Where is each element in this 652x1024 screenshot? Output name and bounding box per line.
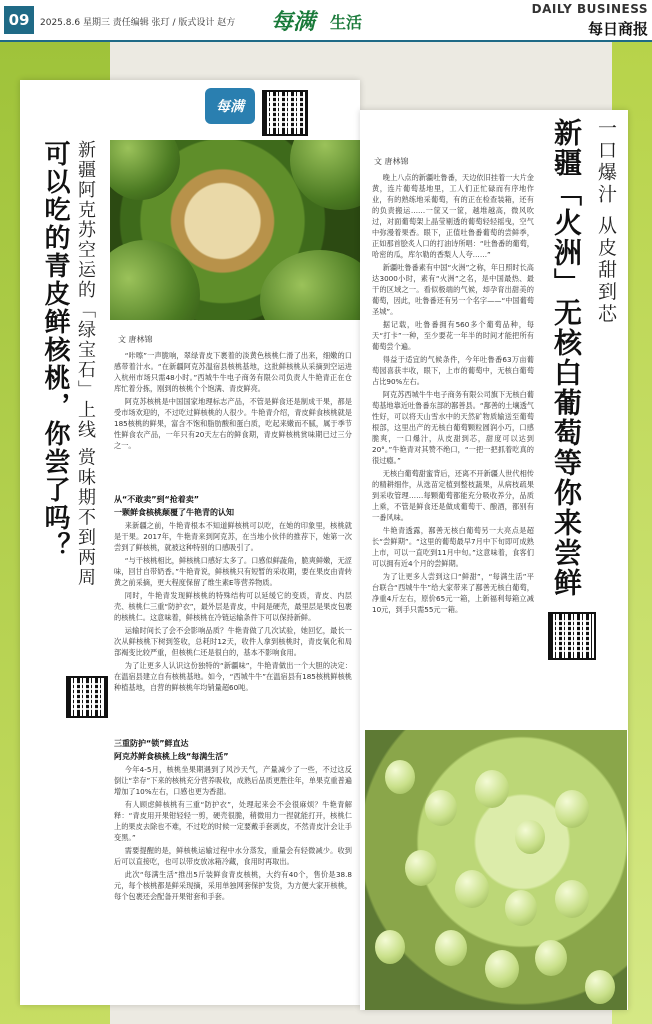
paragraph: 晚上八点的新疆吐鲁番，天边依旧挂着一大片金黄，连片葡萄基地里，工人们正忙碌而有序地作业，有的熟练地采葡萄，有的正在检查装箱，还有的负责搬运……一筐又一筐，越堆越高，微风吹过，对面葡萄架上晶莹剔透的葡萄轻轻摇曳，空气中弥漫着果香。眼下，正值吐鲁番葡萄的尝鲜季，正如那首脍炙人口的打油诗所唱：“吐鲁番的葡萄，哈密的瓜，库尔勒的香梨人人夸……” — [372, 173, 534, 259]
paragraph: 牛艳青透露，鄯善无核白葡萄另一大亮点是超长“尝鲜期”。“这里的葡萄最早7月中下旬即可成熟上市，可以一直吃到11月中旬。”这意味着，食客们可以拥有近4个月的尝鲜期。 — [372, 526, 534, 568]
walnut-section-2 — [114, 738, 352, 938]
walnut-article-subtitle: 新疆阿克苏空运的「绿宝石」上线 赏味期不到两周 — [75, 140, 96, 588]
subheading: 三重防护“锁”鲜直达 — [114, 739, 189, 748]
grape-article-subtitle: 一口爆汁 从皮甜到芯 — [595, 118, 617, 326]
paragraph: “与干核桃相比，鲜核桃口感好太多了。口感似鲜蔬角，脆爽鲜嫩，无涩味，回甘自带奶香。”牛艳青说，鲜核桃只有短暂的采收期，要在果皮由青转黄之前采摘，更大程度保留了维生素E等营养物质。 — [114, 556, 352, 587]
paragraph: 得益于适宜的气候条件，今年吐鲁番63万亩葡萄园喜获丰收，眼下，上市的葡萄中，无核白葡萄占比90%左右。 — [372, 355, 534, 386]
walnut-article-title: 可以吃的青皮鲜核桃，你尝了吗？ — [40, 140, 70, 560]
app-logo-icon: 每满 — [205, 88, 255, 124]
masthead-logo: 每满 — [270, 8, 315, 35]
qr-code-icon[interactable] — [548, 612, 596, 660]
grape-photo — [365, 730, 627, 1010]
paragraph: 无核白葡萄甜蜜背后，还离不开新疆人世代相传的精耕细作，从选苗定植到整枝蔬果，从病枝疏果到采收管理……每颗葡萄都能充分吸收养分，品质上乘，不管是鲜食还是做成葡萄干、酿酒，都别有一番风味。 — [372, 469, 534, 522]
paragraph: 阿克苏西城牛牛电子商务有限公司旗下无核白葡萄基地靠近吐鲁番东部的鄯善县。“鄯善的土壤透气性好，可以将天山雪水中的天然矿物质输送至葡萄根部，这里出产的无核白葡萄颗粒圆润小巧，口感脆爽，一口爆汁，从皮甜到芯，甜度可以达到20°。”牛艳青对其赞不绝口，“一把一把抓着吃真的很过瘾。” — [372, 390, 534, 465]
paragraph: 有人顾虑鲜核桃有三重“防护衣”，处理起来会不会很麻烦？牛艳青解释：“青皮用开果钳轻轻一剪，硬壳很脆，稍微用力一捏就能打开，核桃仁上的果皮去除也不难，不过吃的时候一定要戴手套剥皮，不然青皮汁会让手变黑。” — [114, 800, 352, 842]
issue-info: 2025.8.6 星期三 责任编辑 张玎 / 版式设计 赵方 — [40, 18, 236, 28]
page-number: 09 — [4, 6, 34, 34]
brand-chinese: 每日商报 — [587, 20, 648, 38]
paragraph: “咔嚓”一声脆响，翠绿青皮下裹着的淡黄色核桃仁滑了出来，细嫩的口感带着汁水。“在新疆阿克苏温宿县核桃基地，这批鲜核桃从采摘到空运进入杭州市场只需48小时。”西城牛牛电子商务有限公司负责人牛艳青正在仓库忙着分拣，刚到的核桃个个饱满、青皮鲜亮。 — [114, 351, 352, 393]
page-header — [0, 0, 652, 40]
walnut-byline: 文 唐林锦 — [118, 335, 153, 344]
grape-article-title: 新疆「火洲」无核白葡萄等你来尝鲜 — [550, 118, 583, 598]
walnut-photo — [110, 140, 360, 320]
walnut-section-1 — [114, 494, 352, 734]
subheading-line: 阿克苏鲜食核桃上线“每满生活” — [114, 752, 229, 761]
paragraph: 为了让更多人尝到这口“鲜甜”，“每满生活”平台联合“西城牛牛”给大家带来了鄯善无核白葡萄，净重4斤左右，原价65元一箱，上新福利每箱立减10元，到手只需55元一箱。 — [372, 572, 534, 614]
paragraph: 此次“每满生活”推出5斤装鲜食青皮核桃，大约有40个，售价是38.8元，每个核桃都是鲜采现摘，采用单独网套保护发货，为方便大家开核桃，每个包裹还会配备开果钳套和手套。 — [114, 870, 352, 901]
paragraph: 需要提醒的是，鲜核桃运输过程中水分蒸发，重量会有轻微减少。收到后可以直接吃，也可以带皮放冰箱冷藏，食用时再取出。 — [114, 846, 352, 866]
paragraph: 今年4-5月，核桃坐果期遇到了风沙天气，产量减少了一些，不过这反倒让“幸存”下来的核桃充分营养吸收，成熟后品质更胜往年，单果克重普遍增加了10%左右，口感也更为香甜。 — [114, 765, 352, 796]
section-name: 生活 — [330, 13, 363, 32]
paragraph: 据记载，吐鲁番拥有560多个葡萄品种，每天“打卡”一种，至少要花一年半的时间才能把所有葡萄尝个遍。 — [372, 320, 534, 351]
qr-code-icon[interactable] — [66, 676, 108, 718]
paragraph: 为了让更多人认识这份独特的“新疆味”，牛艳青做出一个大胆的决定：在温宿县建立自有核桃基地。如今，“西城牛牛”在温宿县有185核桃鲜核桃种植基地，自营的鲜核桃年均销量超60吨。 — [114, 661, 352, 692]
qr-code-icon[interactable] — [262, 90, 308, 136]
walnut-intro — [114, 350, 352, 490]
paragraph: 阿克苏核桃是中国国家地理标志产品，不管是鲜食还是制成干果，都是受市场欢迎的，不过吃过鲜核桃的人很少。牛艳青介绍，青皮鲜食核桃就是185核桃的鲜果，富含不饱和脂肪酸和蛋白质，吃起来嫩而不腻，属于季节性鲜食农产品，一年只有20天左右的鲜食期，青皮鲜核桃赏味期已过三分之一。 — [114, 397, 352, 450]
grape-byline: 文 唐林锦 — [374, 157, 409, 166]
paragraph: 新疆吐鲁番素有中国“火洲”之称，年日照时长高达3000小时，素有“火洲”之名，是中国最热、最干的区域之一。看似极端的气候，却孕育出甜美的葡萄，因此，吐鲁番还有另一个名字——“中国葡萄圣城”。 — [372, 263, 534, 316]
brand-english: DAILY BUSINESS — [531, 2, 648, 16]
paragraph: 同时，牛艳青发现鲜核桃的特殊结构可以延缓它的变质，青皮、内层壳、核桃仁三重“防护衣”，最外层是青皮，中间是硬壳，最里层是果皮包裹的核桃仁。这意味着，鲜核桃在冷链运输条件下可以保持新鲜。 — [114, 591, 352, 622]
paragraph: 运输时间长了会不会影响品质？牛艳青做了几次试验，她回忆，最长一次从鲜核桃下树到签收，总耗时12天，收件人拿到核桃时，青皮氧化和局部褐变比较严重，但核桃仁还是很白的，基本不影响食用。 — [114, 626, 352, 657]
paragraph: 来新疆之前，牛艳青根本不知道鲜核桃可以吃，在她的印象里，核桃就是干果。2017年，牛艳青来到阿克苏，在当地小伙伴的推荐下，她第一次尝到了鲜核桃，就被这种特别的口感吸引了。 — [114, 521, 352, 552]
subheading: 从“不敢卖”到“抢着卖” — [114, 495, 200, 504]
grape-body — [372, 172, 534, 722]
subheading-line: 一颗鲜食核桃颠覆了牛艳青的认知 — [114, 508, 234, 517]
